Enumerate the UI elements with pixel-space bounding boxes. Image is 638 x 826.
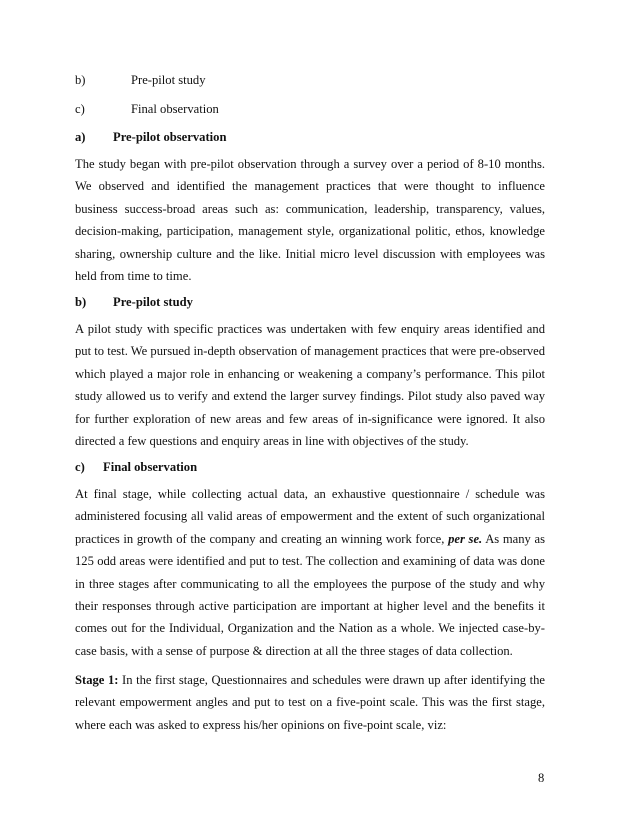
text-line: case basis, with a sense of purpose & direction at all the three stages of data collection. [75,643,513,658]
text-fragment: As many as [485,531,545,546]
text-line: The study began with pre-pilot observation through a survey over a period of 8-10 months. [75,157,545,171]
text-line: their responses through active participation are important at higher level and the benefits it [75,598,545,613]
section-title: Final observation [103,460,198,474]
text-line: put to test. We pursued in-depth observation of management practices that were pre-observed [75,344,545,359]
section-marker: a) [75,130,86,144]
list-marker: b) [75,73,86,87]
text-line: decision-making, participation, management style, organizational politic, ethos, knowledge [75,224,545,239]
text-line: At final stage, while collecting actual data, an exhaustive questionnaire / schedule was [75,487,545,501]
text-line: study allowed us to verify and extend the larger survey findings. Pilot study also paved way [75,389,545,404]
section-title: Pre-pilot study [113,295,193,309]
list-label: Final observation [131,102,219,116]
list-label: Pre-pilot study [131,73,206,87]
stage-label: Stage 1: [75,673,119,687]
text-line: comes out for the Individual, Organization and the Nation as a whole. We injected case-by- [75,621,545,636]
text-line: directed a few questions and enquiry areas in line with objectives of the study. [75,433,469,448]
text-line: held from time to time. [75,268,192,283]
text-line: where each was asked to express his/her opinions on five-point scale, viz: [75,717,447,732]
page-number: 8 [538,771,545,785]
emphasis-text: per se. [448,531,483,546]
stage-1-paragraph [75,669,545,736]
text-line: We observed and identified the management practices that were thought to influence [75,179,545,194]
text-fragment: practices in growth of the company and creating an winning work force, [75,531,445,546]
section-a-paragraph [75,153,545,287]
list-marker: c) [75,102,85,116]
section-marker: b) [75,295,87,309]
text-line: A pilot study with specific practices was undertaken with few enquiry areas identified and [75,322,545,336]
text-fragment: In the first stage, Questionnaires and schedules were drawn up after identifying the [122,673,545,687]
section-title: Pre-pilot observation [113,130,227,144]
text-line-with-emphasis [75,528,545,550]
text-line: 125 odd areas were identified and put to test. The collection and examining of data was done [75,554,545,569]
text-line: business success-broad areas such as: communication, leadership, transparency, values, [75,201,545,216]
section-c-paragraph [75,483,545,662]
text-line: relevant empowerment angles and put to test on a five-point scale. This was the first stage, [75,695,545,710]
text-line: which played a major role in enhancing or weakening a company’s performance. This pilot [75,366,545,381]
section-marker: c) [75,460,85,474]
text-line: in three stages after communicating to all the employees the purpose of the study and why [75,576,545,591]
text-line: sharing, ownership culture and the like. Initial micro level discussion with employees was [75,246,545,261]
text-line: for further exploration of new areas and few areas of in-significance were ignored. It also [75,411,545,426]
section-b-paragraph [75,318,545,452]
text-line-with-label [75,669,545,691]
text-line: administered focusing all valid areas of empowerment and the extent of such organizational [75,509,545,524]
